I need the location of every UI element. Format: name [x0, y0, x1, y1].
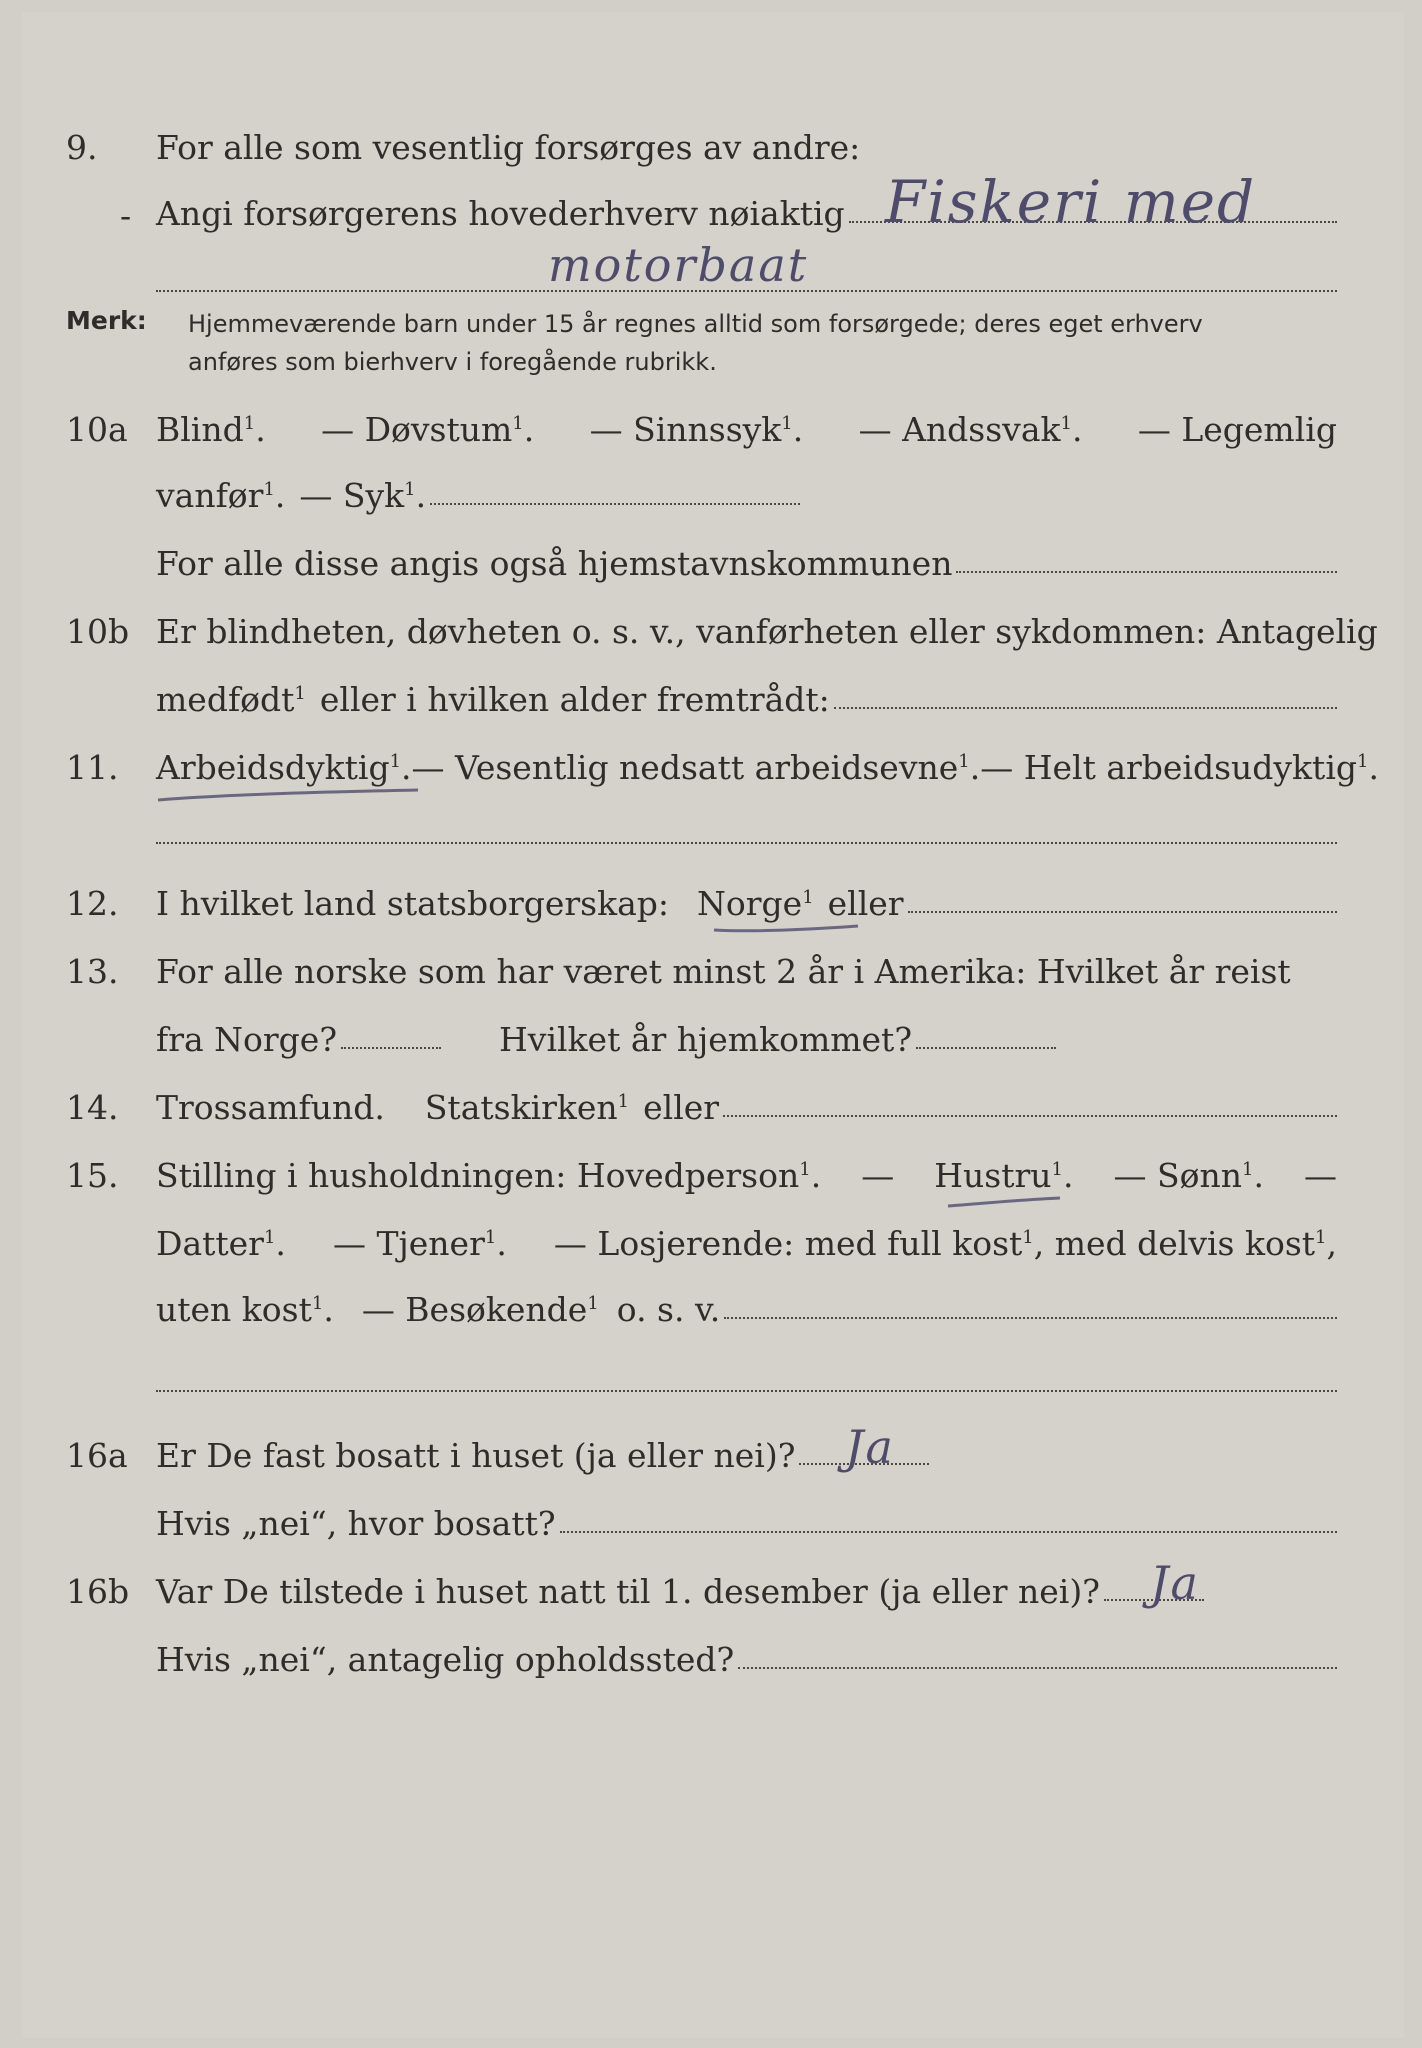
q10b-fill [834, 707, 1337, 709]
q15-handwritten-underline [946, 1192, 1066, 1214]
q15-line3 [156, 1290, 1337, 1329]
q16b-line1 [156, 1572, 1208, 1611]
q13-line1: For alle norske som har været minst 2 år i Amerika: Hvilket år reist [156, 952, 1291, 991]
q13-reist: fra Norge? [156, 1020, 338, 1059]
q16b-number: 16b [66, 1572, 130, 1611]
q15-number: 15. [66, 1156, 119, 1195]
q15-sonn: — Sønn$^1$. [1113, 1156, 1264, 1195]
q10a-andssvak: — Andssvak$^1$. [858, 410, 1083, 449]
q14-number: 14. [66, 1088, 119, 1127]
q12-norge: Norge$^1$ [697, 884, 814, 923]
q11-handwritten-underline [156, 784, 426, 808]
q13-reist-fill [341, 1047, 441, 1049]
q10a-legemlig: — Legemlig [1137, 410, 1337, 449]
q10a-blind: Blind$^1$. [156, 410, 266, 449]
q10a-line3 [156, 544, 1337, 583]
q15-besokende: — Besøkende$^1$ [361, 1290, 599, 1329]
q12-handwritten-underline [712, 918, 862, 940]
q13-hjemkommet: Hvilket år hjemkommet? [499, 1020, 913, 1059]
q10b-line1: Er blindheten, døvheten o. s. v., vanførheten eller sykdommen: Antagelig [156, 612, 1378, 651]
q10a-line2 [156, 476, 804, 515]
q10b-alder: eller i hvilken alder fremtrådt: [319, 680, 830, 719]
q11-number: 11. [66, 748, 119, 787]
q14-line1 [156, 1088, 1337, 1127]
merk-label: Merk: [66, 306, 147, 335]
q16b-line2 [156, 1640, 1337, 1679]
q10a-dovstum: — Døvstum$^1$. [321, 410, 535, 449]
q16a-line1 [156, 1436, 933, 1475]
q14-trossamfund: Trossamfund. [156, 1088, 385, 1127]
q13-line2 [156, 1020, 1060, 1059]
q15-hustru: Hustru$^1$. [934, 1156, 1074, 1195]
q14-fill [723, 1115, 1337, 1117]
q10b-line2 [156, 680, 1337, 719]
q16b-opholdssted: Hvis „nei“, antagelig opholdssted? [156, 1640, 735, 1679]
q10a-syk-fill [430, 503, 800, 505]
q15-hovedperson: Stilling i husholdningen: Hovedperson$^1$. [156, 1156, 822, 1195]
q9-prompt: Angi forsørgerens hovederhverv nøiaktig [156, 194, 845, 233]
q10a-hjemstavn-fill [956, 571, 1337, 573]
q9-handwritten-answer-2: motorbaat [548, 238, 809, 292]
q11-arbeidsdyktig: Arbeidsdyktig$^1$. [156, 748, 412, 787]
merk-line1: Hjemmeværende barn under 15 år regnes alltid som forsørgede; deres eget erhverv [188, 310, 1203, 338]
q10a-vanfor: vanfør$^1$. [156, 476, 286, 515]
q16a-bosatt-fill [560, 1531, 1337, 1533]
q16a-handwritten-answer: Ja [845, 1420, 895, 1474]
q14-statskirken: Statskirken$^1$ [424, 1088, 630, 1127]
q9-line1 [156, 128, 860, 167]
q14-eller: eller [643, 1088, 720, 1127]
q11-nedsatt: — Vesentlig nedsatt arbeidsevne$^1$. [411, 748, 981, 787]
q16a-line2 [156, 1504, 1337, 1543]
q10a-syk: — Syk$^1$. [299, 476, 427, 515]
q16a-number: 16a [66, 1436, 128, 1475]
q9-number: 9. [66, 128, 98, 167]
q10a-hjemstavn: For alle disse angis også hjemstavnskommunen [156, 544, 953, 583]
q15-tjener: — Tjener$^1$. [333, 1224, 507, 1263]
q9-handwritten-answer-1: Fiskeri med [885, 168, 1257, 236]
q9-text: For alle som vesentlig forsørges av andre: [156, 128, 861, 167]
q11-udyktig: — Helt arbeidsudyktig$^1$. [980, 748, 1379, 787]
q10a-number: 10a [66, 410, 128, 449]
q12-text: I hvilket land statsborgerskap: [156, 884, 670, 923]
q15-datter: Datter$^1$. [156, 1224, 286, 1263]
q9-fill-line-2 [156, 290, 1337, 292]
q12-eller: eller [827, 884, 904, 923]
q16b-handwritten-answer: Ja [1150, 1556, 1200, 1610]
q10b-number: 10b [66, 612, 130, 651]
q15-line2 [156, 1224, 1337, 1263]
q10a-line1 [156, 410, 1337, 449]
q10a-sinnssyk: — Sinnssyk$^1$. [589, 410, 804, 449]
q10b-medfodt: medfødt$^1$ [156, 680, 306, 719]
q15-uten-kost: uten kost$^1$. [156, 1290, 334, 1329]
q15-dash2: — [1303, 1156, 1337, 1195]
q15-fill [724, 1317, 1337, 1319]
q9-bullet: - [120, 196, 132, 235]
q16a-bosatt: Hvis „nei“, hvor bosatt? [156, 1504, 556, 1543]
q11-line1 [156, 748, 1379, 787]
q16b-fill-2 [738, 1667, 1337, 1669]
q15-fill-line-2 [156, 1390, 1337, 1392]
q15-dash1: — [861, 1156, 895, 1195]
q16a-question: Er De fast bosatt i huset (ja eller nei)? [156, 1436, 796, 1475]
q13-hjemkommet-fill [916, 1047, 1056, 1049]
q15-line1 [156, 1156, 1337, 1195]
merk-line2: anføres som bierhverv i foregående rubrikk. [188, 348, 717, 376]
q15-losjerende: — Losjerende: med full kost$^1$, med delvis kost$^1$, [553, 1224, 1337, 1263]
q15-osv: o. s. v. [616, 1290, 721, 1329]
q16b-question: Var De tilstede i huset natt til 1. desember (ja eller nei)? [156, 1572, 1100, 1611]
q11-fill-line [156, 842, 1337, 844]
q13-number: 13. [66, 952, 119, 991]
q12-fill [908, 911, 1337, 913]
q12-number: 12. [66, 884, 119, 923]
